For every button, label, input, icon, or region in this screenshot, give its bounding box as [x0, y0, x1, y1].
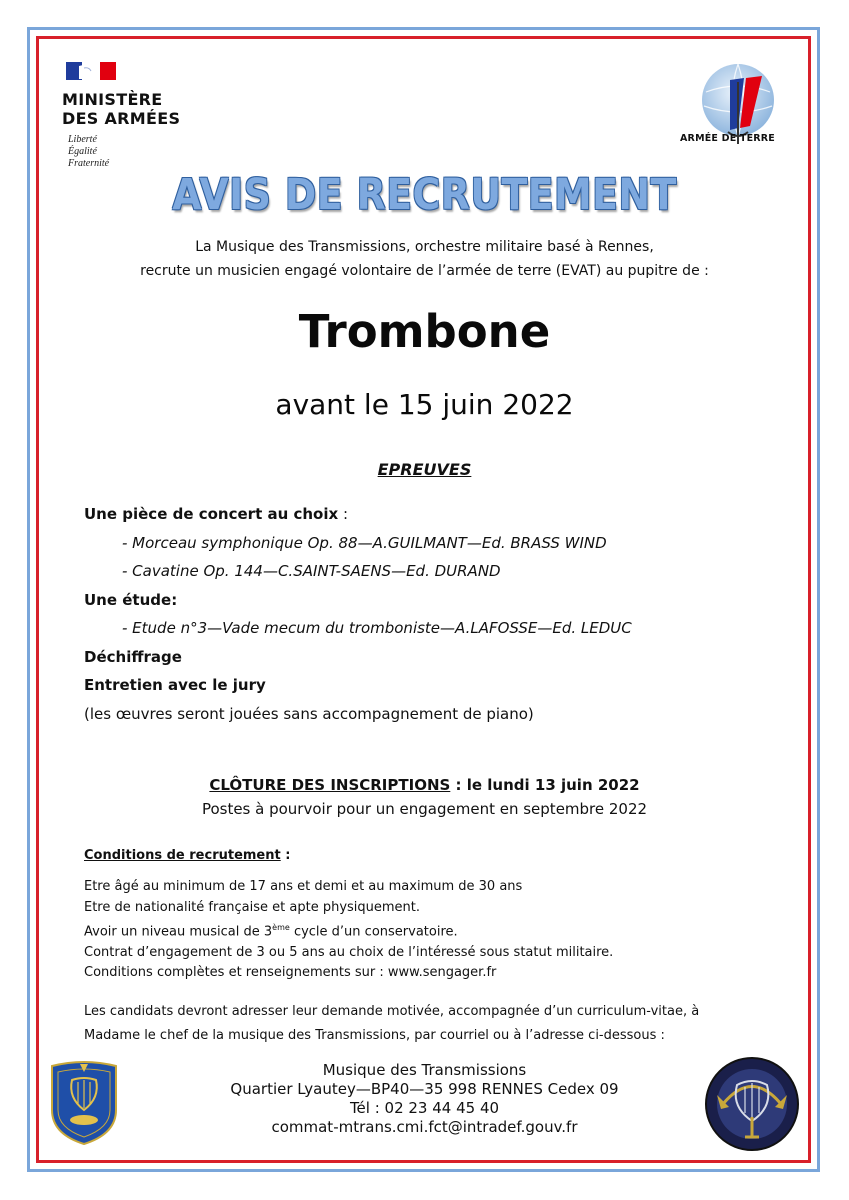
dechiffrage-label: Déchiffrage	[84, 647, 182, 666]
motto-egalite: Égalité	[68, 146, 97, 157]
motto-liberte: Liberté	[68, 134, 97, 145]
candidates-line-1: Les candidats devront adresser leur demande motivée, accompagnée d’un curriculum-vitae, à	[84, 1004, 700, 1019]
address-email: commat-mtrans.cmi.fct@intradef.gouv.fr	[271, 1118, 578, 1136]
motto-fraternite: Fraternité	[68, 158, 110, 169]
concert-item-2: - Cavatine Op. 144—C.SAINT-SAENS—Ed. DURAND	[122, 562, 501, 580]
conditions-list	[84, 877, 784, 984]
postes-text: Postes à pourvoir pour un engagement en septembre 2022	[201, 800, 648, 818]
ministry-motto	[68, 134, 212, 170]
instrument-name: Trombone	[298, 305, 551, 358]
etude-label: Une étude:	[84, 590, 178, 609]
ministry-logo	[62, 60, 212, 170]
etude-item-1: - Etude n°3—Vade mecum du tromboniste—A.LAFOSSE—Ed. LEDUC	[122, 619, 632, 637]
intro-text	[0, 235, 849, 283]
address-line-2: Quartier Lyautey—BP40—35 998 RENNES Cedex 09	[230, 1080, 619, 1098]
intro-line-1: La Musique des Transmissions, orchestre militaire basé à Rennes,	[195, 239, 654, 255]
closing-date: CLÔTURE DES INSCRIPTIONS : le lundi 13 juin 2022	[209, 776, 640, 794]
deadline-text: avant le 15 juin 2022	[275, 388, 574, 421]
piano-note: (les œuvres seront jouées sans accompagnement de piano)	[84, 704, 534, 723]
conditions-title: Conditions de recrutement :	[84, 848, 291, 863]
condition-nationality: Etre de nationalité française et apte physiquement.	[84, 899, 421, 915]
closing-info	[0, 773, 849, 821]
epreuves-heading: EPREUVES	[377, 460, 472, 479]
candidates-instructions	[84, 1000, 784, 1048]
ministry-name	[62, 90, 212, 128]
ministry-name-line1: MINISTÈRE	[62, 90, 163, 109]
entretien-label: Entretien avec le jury	[84, 676, 266, 694]
armee-de-terre-label: ARMÉE DE TERRE	[680, 133, 775, 144]
condition-level: Avoir un niveau musical de 3ème cycle d’un conservatoire.	[84, 923, 458, 940]
exam-program	[84, 500, 784, 728]
address-phone: Tél : 02 23 44 45 40	[349, 1099, 500, 1117]
marianne-flag-icon	[62, 60, 120, 82]
concert-item-1: - Morceau symphonique Op. 88—A.GUILMANT—Ed. BRASS WIND	[122, 533, 607, 552]
condition-age: Etre âgé au minimum de 17 ans et demi et au maximum de 30 ans	[84, 879, 523, 894]
musique-transmissions-emblem-icon	[703, 1055, 801, 1153]
ministry-name-line2: DES ARMÉES	[62, 109, 181, 128]
concert-piece-label: Une pièce de concert au choix :	[84, 505, 349, 523]
conditions-section	[84, 848, 784, 984]
page-title: AVIS DE RECRUTEMENT	[172, 170, 677, 220]
intro-line-2: recrute un musicien engagé volontaire de l’armée de terre (EVAT) au pupitre de :	[140, 263, 709, 279]
condition-contract: Contrat d’engagement de 3 ou 5 ans au choix de l’intéressé sous statut militaire.	[84, 944, 614, 960]
candidates-line-2: Madame le chef de la musique des Transmissions, par courriel ou à l’adresse ci-dessous :	[84, 1028, 665, 1043]
address-line-1: Musique des Transmissions	[322, 1061, 527, 1079]
condition-info: Conditions complètes et renseignements sur : www.sengager.fr	[84, 965, 497, 981]
